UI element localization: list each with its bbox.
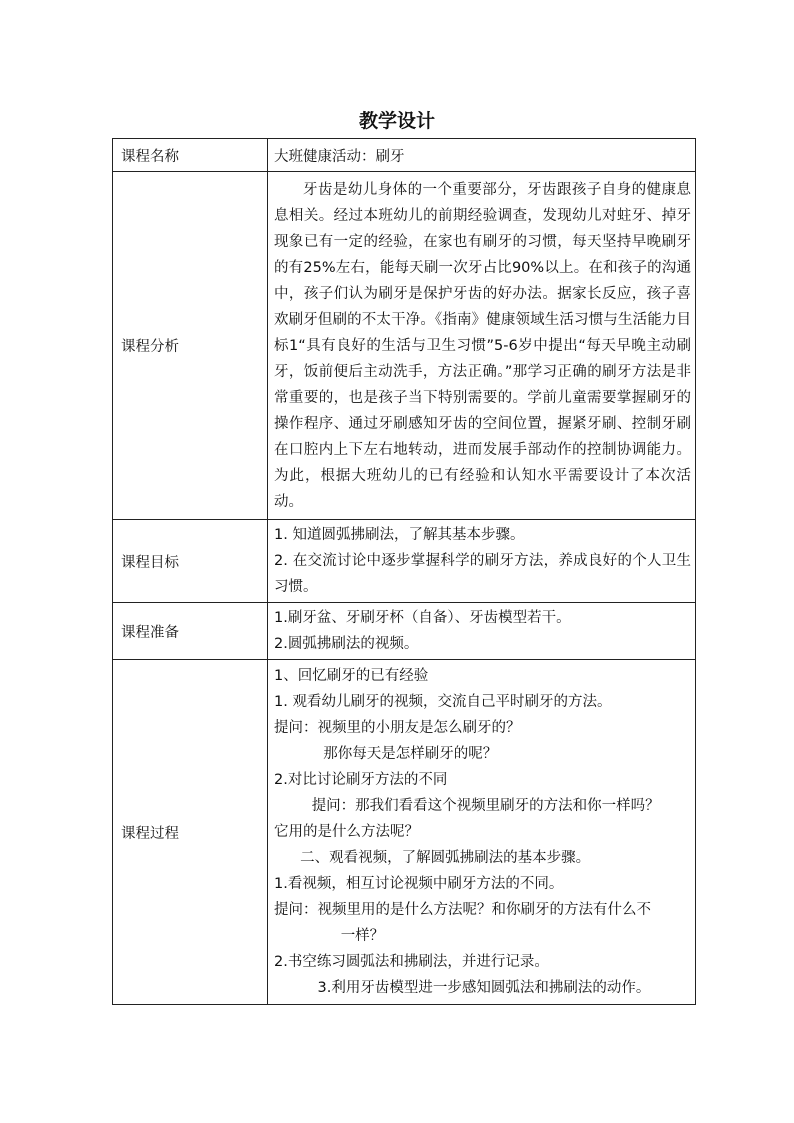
process-line: 1、回忆刷牙的已有经验: [274, 668, 429, 684]
process-line: 二、观看视频，了解圆弧拂刷法的基本步骤。: [300, 850, 591, 866]
lesson-plan-table: [112, 138, 696, 1005]
process-line: 提问：视频里的小朋友是怎么刷牙的？: [274, 720, 521, 736]
row-course-prep: [113, 603, 696, 660]
process-line: 2.对比讨论刷牙方法的不同: [274, 772, 448, 788]
analysis-paragraph: 牙齿是幼儿身体的一个重要部分，牙齿跟孩子自身的健康息息相关。经过本班幼儿的前期经验调查，发现幼儿对蛀牙、掉牙现象已有一定的经验，在家也有刷牙的习惯，每天坚持早晚刷牙的有25%左右，能每天刷一次牙占比90%以上。在和孩子的沟通中，孩子们认为刷牙是保护牙齿的好办法。据家长反应，孩子喜欢刷牙但刷的不太干净。《指南》健康领域生活习惯与生活能力目标1“具有良好的生活与卫生习惯”5-6岁中提出“每天早晚主动刷牙，饭前便后主动洗手，方法正确。”那学习正确的刷牙方法是非常重要的，也是孩子当下特别需要的。学前儿童需要掌握刷牙的操作程序、通过牙刷感知牙齿的空间位置，握紧牙刷、控制牙刷在口腔内上下左右地转动，进而发展手部动作的控制协调能力。为此，根据大班幼儿的已有经验和认知水平需要设计了本次活动。: [274, 181, 691, 510]
process-line: 一样？: [340, 928, 385, 944]
page-title: 教学设计: [358, 110, 435, 132]
label-course-process: 课程过程: [113, 660, 268, 1005]
analysis-cell: [268, 172, 696, 520]
prep-cell: [268, 603, 696, 660]
goal-item: 1. 知道圆弧拂刷法，了解其基本步骤。: [274, 527, 525, 543]
process-cell: [268, 660, 696, 1005]
process-line: 那你每天是怎样刷牙的呢？: [323, 746, 498, 762]
label-course-analysis: 课程分析: [113, 172, 268, 520]
prep-item: 1.刷牙盆、牙刷牙杯（自备）、牙齿模型若干。: [274, 610, 571, 626]
prep-item: 2.圆弧拂刷法的视频。: [274, 636, 419, 652]
goals-cell: [268, 520, 696, 603]
row-course-name: [113, 139, 696, 172]
process-line: 提问：视频里用的是什么方法呢？和你刷牙的方法有什么不: [274, 902, 651, 918]
label-course-goals: 课程目标: [113, 520, 268, 603]
label-course-prep: 课程准备: [113, 603, 268, 660]
process-line: 它用的是什么方法呢？: [274, 824, 419, 840]
row-course-process: [113, 660, 696, 1005]
process-line: 1. 观看幼儿刷牙的视频，交流自己平时刷牙的方法。: [274, 694, 612, 710]
process-line: 3.利用牙齿模型进一步感知圆弧法和拂刷法的动作。: [317, 980, 651, 996]
row-course-goals: [113, 520, 696, 603]
process-line: 提问：那我们看看这个视频里刷牙的方法和你一样吗？: [311, 798, 660, 814]
process-line: 2.书空练习圆弧法和拂刷法，并进行记录。: [274, 954, 549, 970]
value-course-name: 大班健康活动：刷牙: [268, 139, 696, 172]
row-course-analysis: [113, 172, 696, 520]
label-course-name: 课程名称: [113, 139, 268, 172]
process-line: 1.看视频，相互讨论视频中刷牙方法的不同。: [274, 876, 564, 892]
goal-item: 2. 在交流讨论中逐步掌握科学的刷牙方法，养成良好的个人卫生习惯。: [274, 553, 691, 595]
